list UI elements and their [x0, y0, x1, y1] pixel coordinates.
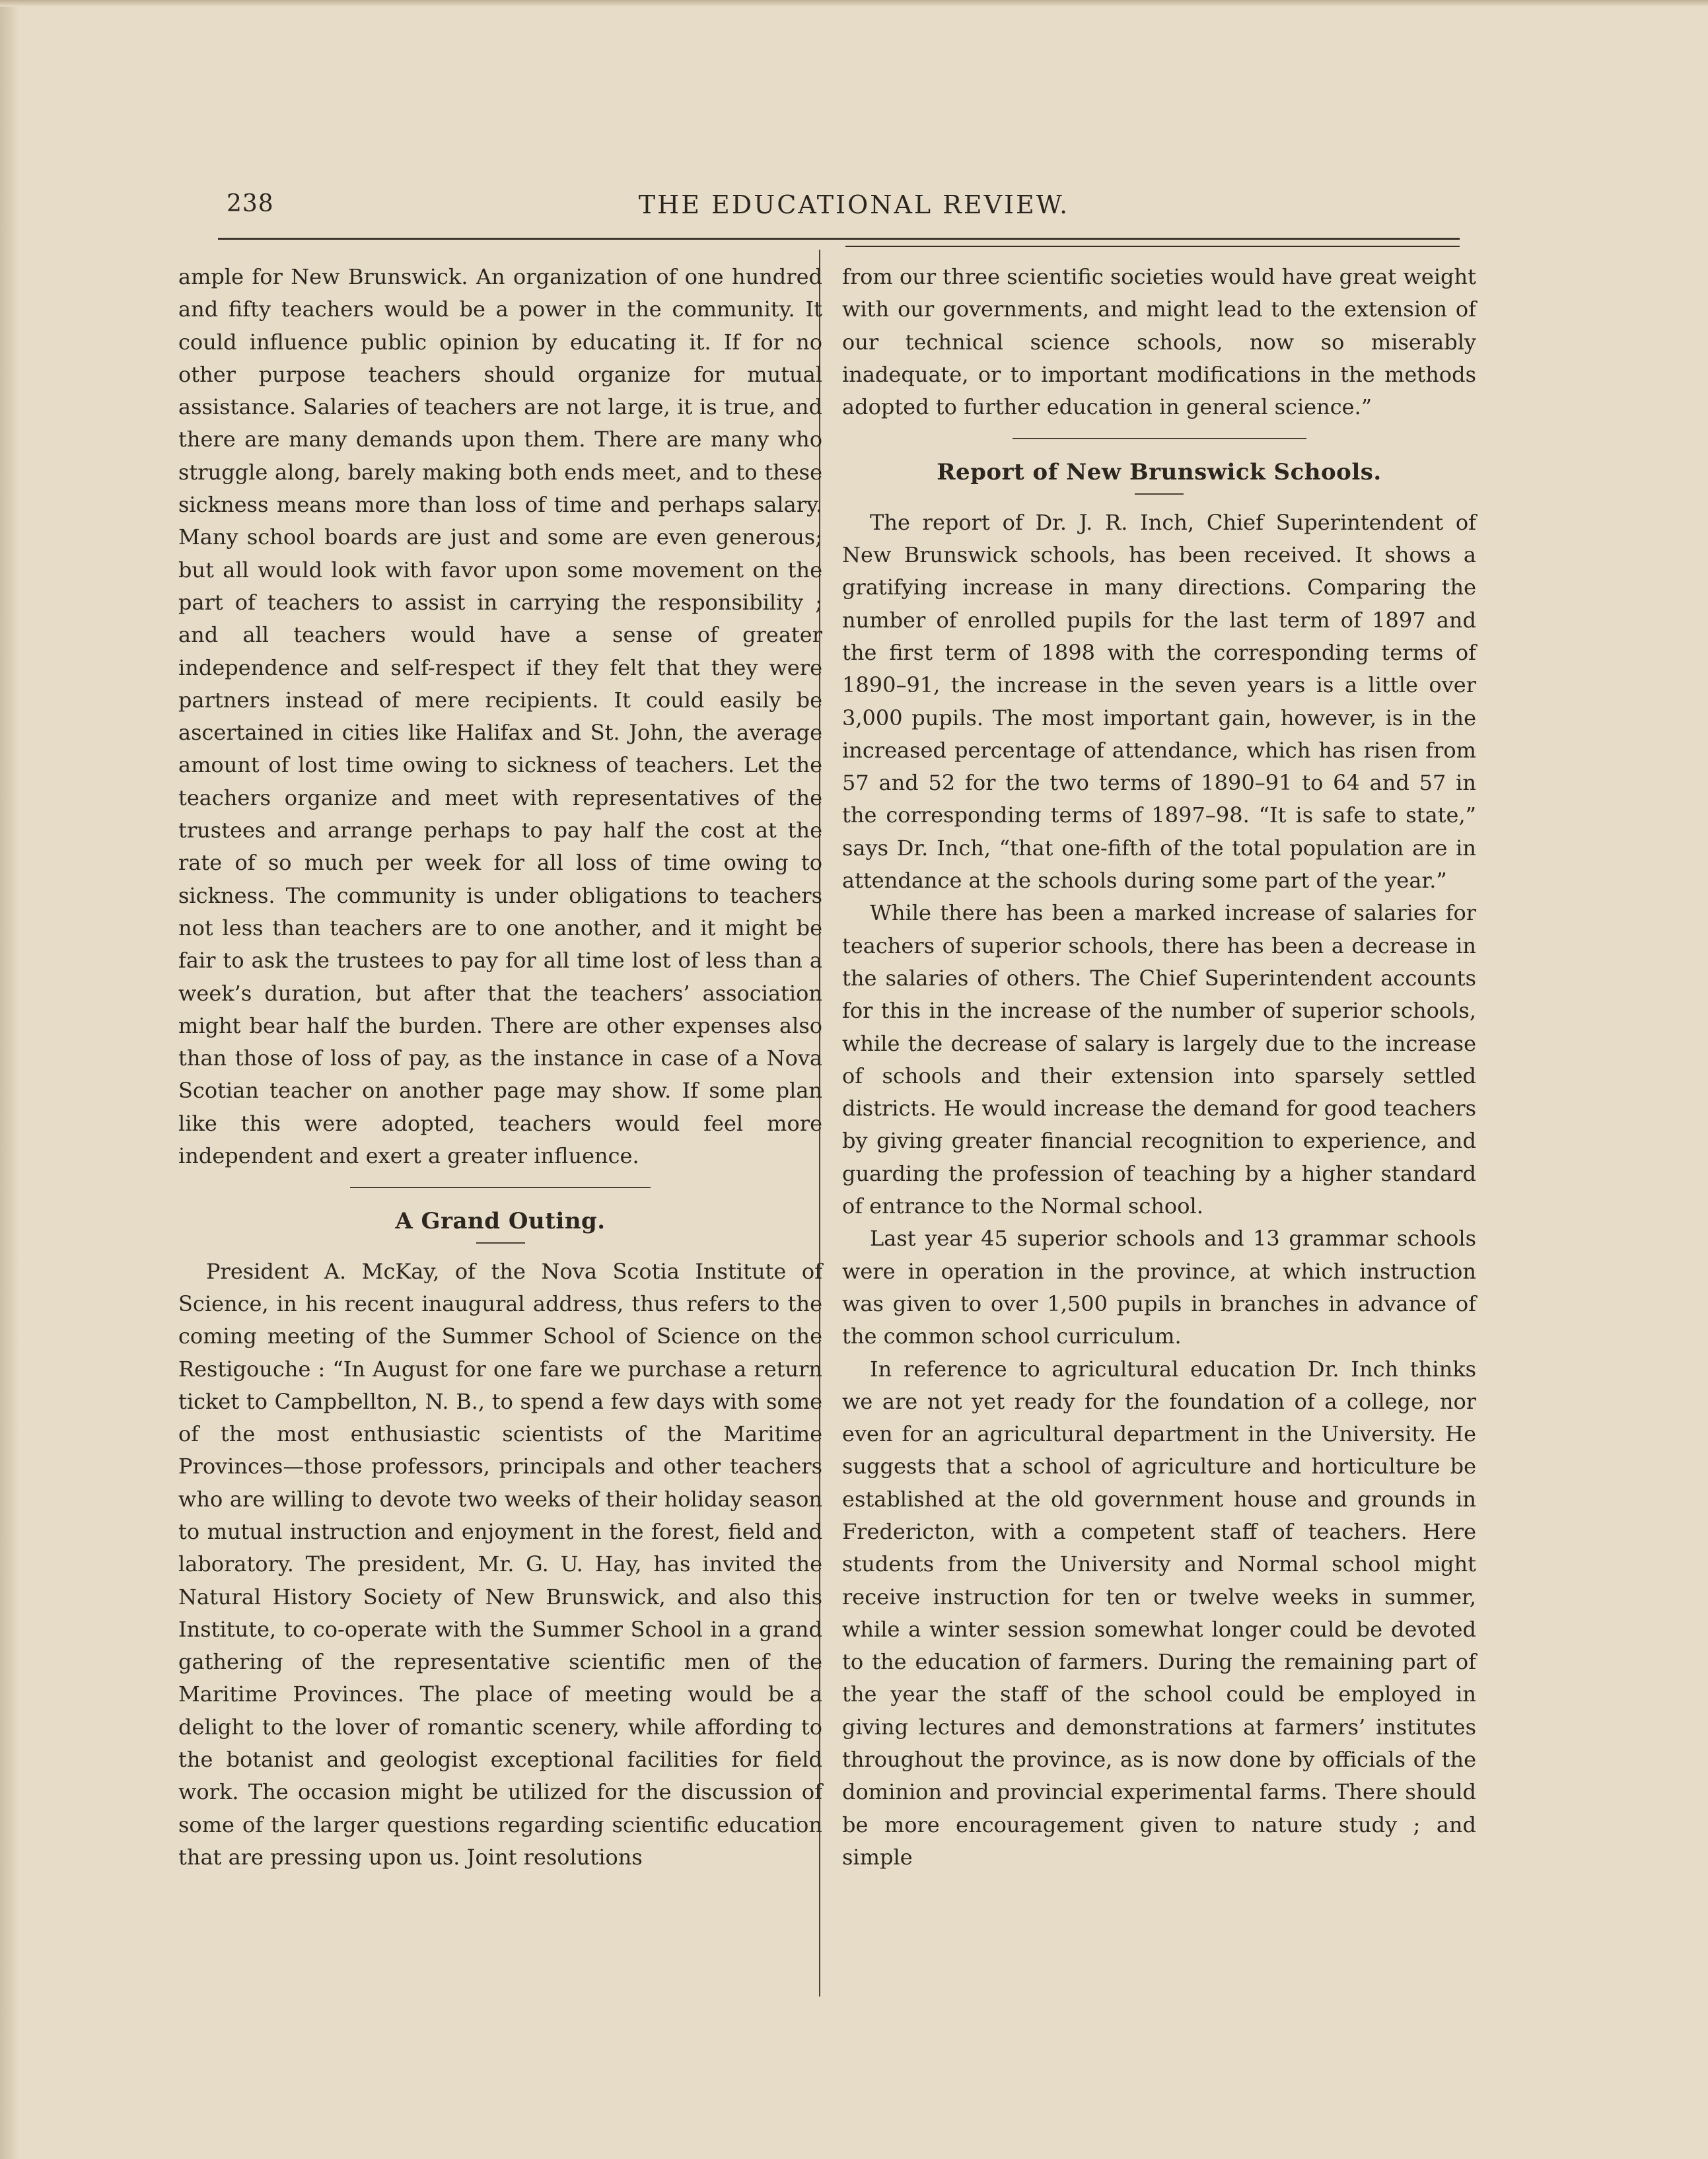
running-title: THE EDUCATIONAL REVIEW.: [638, 190, 1070, 219]
header-rule: [218, 238, 1460, 240]
article-paragraph: The report of Dr. J. R. Inch, Chief Superintendent of New Brunswick schools, has been received. It shows a gratifying increase in many directions. Comparing the number of enrolled pupils for the last term of 1897 and the first term of 1898 with the corresponding terms of 1890–91, the increase in the seven years is a little over 3,000 pupils. The most important gain, however, is in the increased percentage of attendance, which has risen from 57 and 52 for the two terms of 1890–91 to 64 and 57 in the corresponding terms of 1897–98. “It is safe to state,” says Dr. Inch, “that one-fifth of the total population are in attendance at the schools during some part of the year.”: [842, 509, 1476, 894]
page-number: 238: [227, 190, 274, 217]
header-rule-secondary: [845, 246, 1460, 247]
page-edge-shadow: [0, 0, 20, 2159]
article-paragraph: President A. McKay, of the Nova Scotia Institute of Science, in his recent inaugural address, thus refers to the coming meeting of the Summer School of Science on the Restigouche : “In August for one fare we purchase a return ticket to Campbellton, N. B., to spend a few days with some of the most enthusiastic scientists of the Maritime Provinces—those professors, principals and other teachers who are willing to devote two weeks of their holiday season to mutual instruction and enjoyment in the forest, field and laboratory. The president, Mr. G. U. Hay, has invited the Natural History Society of New Brunswick, and also this Institute, to co-operate with the Summer School in a grand gathering of the representative scientific men of the Maritime Provinces. The place of meeting would be a delight to the lover of romantic scenery, while affording to the botanist and geologist exceptional facilities for field work. The occasion might be utilized for the discussion of some of the larger questions regarding scientific education that are pressing upon us. Joint resolutions: [178, 1258, 822, 1870]
article-paragraph: Last year 45 superior schools and 13 grammar schools were in operation in the province, at which instruction was given to over 1,500 pupils in branches in advance of the common school curriculum.: [842, 1226, 1476, 1349]
page-top-shadow: [0, 0, 1708, 7]
section-divider: [350, 1187, 651, 1188]
section-divider: [1013, 438, 1306, 439]
heading-underline: [1135, 493, 1184, 495]
right-column: [842, 261, 1476, 1874]
continued-paragraph: ample for New Brunswick. An organization of one hundred and fifty teachers would be a power in the community. It could influence public opinion by educating it. If for no other purpose teachers should organize for mutual assistance. Salaries of teachers are not large, it is true, and there are many demands upon them. There are many who struggle along, barely making both ends meet, and to these sickness means more than loss of time and perhaps salary. Many school boards are just and some are even generous; but all would look with favor upon some movement on the part of teachers to assist in carrying the responsibility ; and all teachers would have a sense of greater independence and self-respect if they felt that they were partners instead of mere recipients. It could easily be ascertained in cities like Halifax and St. John, the average amount of lost time owing to sickness of teachers. Let the teachers organize and meet with representatives of the trustees and arrange perhaps to pay half the cost at the rate of so much per week for all loss of time owing to sickness. The community is under obligations to teachers not less than teachers are to one another, and it might be fair to ask the trustees to pay for all time lost of less than a week’s duration, but after that the teachers’ association might bear half the burden. There are other expenses also than those of loss of pay, as the instance in case of a Nova Scotian teacher on another page may show. If some plan like this were adopted, teachers would feel more independent and exert a greater influence.: [178, 264, 822, 1169]
heading-underline: [476, 1242, 525, 1244]
left-column: [178, 261, 822, 1874]
article-heading-report: Report of New Brunswick Schools.: [937, 459, 1382, 486]
article-heading-grand-outing: A Grand Outing.: [395, 1208, 606, 1235]
article-paragraph: In reference to agricultural education Dr. Inch thinks we are not yet ready for the foundation of a college, nor even for an agricultural department in the University. He suggests that a school of agriculture and horticulture be established at the old government house and grounds in Fredericton, with a competent staff of teachers. Here students from the University and Normal school might receive instruction for ten or twelve weeks in summer, while a winter session somewhat longer could be devoted to the education of farmers. During the remaining part of the year the staff of the school could be employed in giving lectures and demonstrations at farmers’ institutes throughout the province, as is now done by officials of the dominion and provincial experimental farms. There should be more encouragement given to nature study ; and simple: [842, 1356, 1476, 1870]
article-paragraph: While there has been a marked increase of salaries for teachers of superior schools, there has been a decrease in the salaries of others. The Chief Superintendent accounts for this in the increase of the number of superior schools, while the decrease of salary is largely due to the increase of schools and their extension into sparsely settled districts. He would increase the demand for good teachers by giving greater financial recognition to experience, and guarding the profession of teaching by a higher standard of entrance to the Normal school.: [842, 900, 1476, 1219]
continued-paragraph: from our three scientific societies would have great weight with our governments, and might lead to the extension of our technical science schools, now so miserably inadequate, or to important modifications in the methods adopted to further education in general science.”: [842, 264, 1476, 420]
